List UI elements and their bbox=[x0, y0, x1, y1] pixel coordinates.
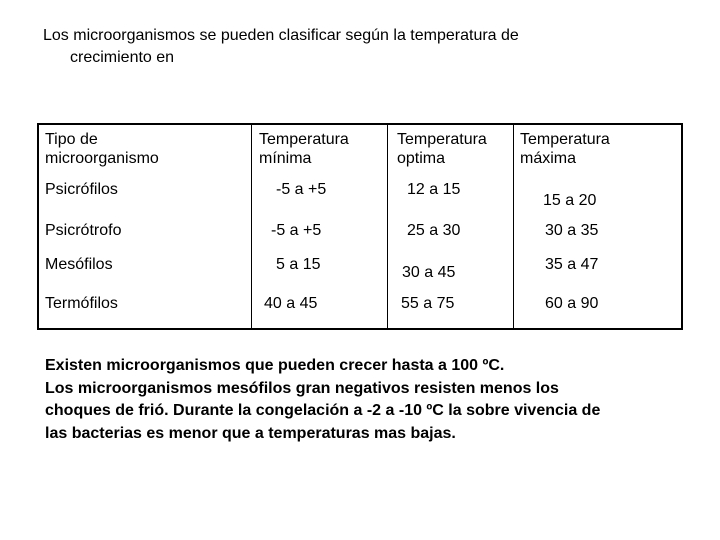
column-divider-3 bbox=[513, 125, 514, 328]
row-3-opt: 30 a 45 bbox=[402, 264, 456, 281]
row-2-opt: 25 a 30 bbox=[407, 222, 461, 239]
row-2-name: Psicrótrofo bbox=[45, 222, 122, 239]
intro-line-2: crecimiento en bbox=[70, 49, 175, 66]
temperature-table bbox=[37, 123, 683, 330]
header-type: Tipo de microorganismo bbox=[45, 131, 159, 167]
row-4-min: 40 a 45 bbox=[264, 295, 318, 312]
row-4-opt: 55 a 75 bbox=[401, 295, 455, 312]
intro-text bbox=[43, 25, 683, 69]
row-2-max: 30 a 35 bbox=[545, 222, 599, 239]
row-1-min: -5 a +5 bbox=[276, 181, 327, 198]
row-2-min: -5 a +5 bbox=[271, 222, 322, 239]
footer-line-3: choques de frió. Durante la congelación a -2 a -10 ºC la sobre vivencia de bbox=[45, 402, 601, 419]
footer-line-1: Existen microorganismos que pueden crecer hasta a 100 ºC. bbox=[45, 357, 505, 374]
row-1-max: 15 a 20 bbox=[543, 192, 597, 209]
row-1-opt: 12 a 15 bbox=[407, 181, 461, 198]
intro-line-1: Los microorganismos se pueden clasificar según la temperatura de bbox=[43, 27, 519, 44]
footer-text bbox=[45, 355, 685, 445]
row-3-min: 5 a 15 bbox=[276, 256, 321, 273]
footer-line-4: las bacterias es menor que a temperaturas mas bajas. bbox=[45, 424, 456, 442]
row-1-name: Psicrófilos bbox=[45, 181, 118, 198]
footer-line-2: Los microorganismos mesófilos gran negativos resisten menos los bbox=[45, 379, 559, 397]
header-max-temp: Temperatura máxima bbox=[520, 131, 610, 167]
column-divider-1 bbox=[251, 125, 252, 328]
row-3-max: 35 a 47 bbox=[545, 256, 599, 273]
row-4-name: Termófilos bbox=[45, 295, 118, 312]
header-opt-temp: Temperatura optima bbox=[397, 131, 487, 167]
column-divider-2 bbox=[387, 125, 388, 328]
header-min-temp: Temperatura mínima bbox=[259, 131, 349, 167]
row-4-max: 60 a 90 bbox=[545, 295, 599, 312]
row-3-name: Mesófilos bbox=[45, 256, 113, 273]
